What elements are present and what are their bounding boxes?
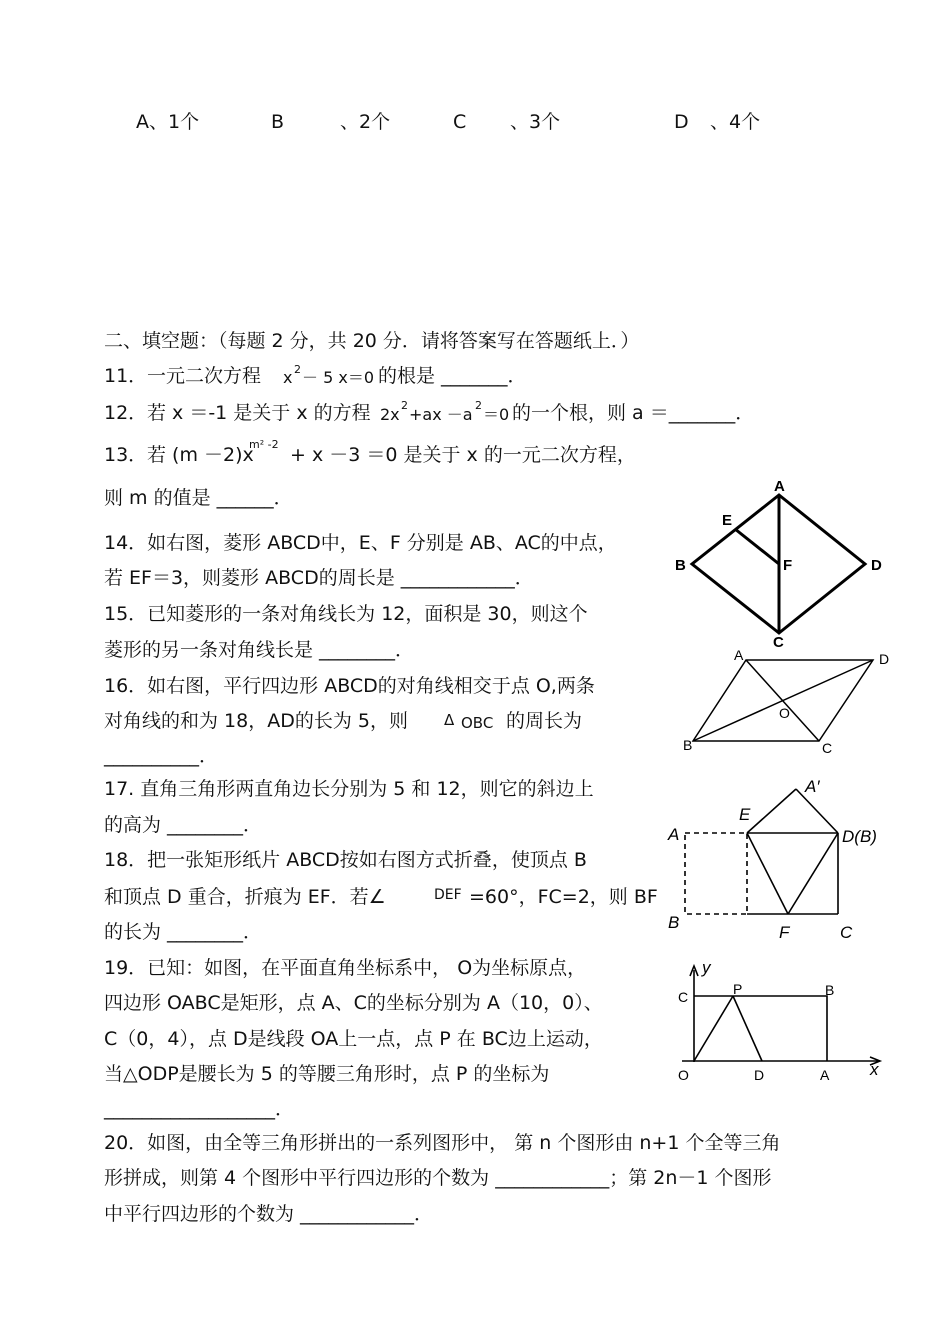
fig2-label-o: O [779, 705, 790, 721]
option-b-text: 、2个 [340, 111, 391, 133]
option-d-text: 、4个 [710, 111, 761, 133]
section-header: 二、填空题：（每题 2 分，共 20 分．请将答案写在答题纸上．） [104, 330, 640, 352]
q11-eq-x: x [283, 368, 293, 387]
option-d-letter: D [674, 111, 689, 133]
fig4-label-b: B [825, 982, 835, 998]
q20-line2: 形拼成，则第 4 个图形中平行四边形的个数为 ____________；第 2n－1 个图形 [104, 1167, 772, 1189]
fig1-label-f: F [783, 557, 793, 574]
option-a: A、1个 [136, 111, 200, 133]
option-b-letter: B [271, 111, 285, 133]
q16-line3: __________． [104, 745, 219, 767]
q15-line1: 15．已知菱形的一条对角线长为 12，面积是 30，则这个 [104, 603, 588, 625]
q12-text-a: 若 x ＝-1 是关于 x 的方程 [147, 402, 371, 424]
q14-line1: 14．如右图，菱形 ABCD中，E、F 分别是 AB、AC的中点， [104, 532, 617, 554]
fig3-label-f: F [779, 923, 790, 942]
fig3-label-b: B [668, 913, 680, 932]
q16-line1: 16．如右图，平行四边形 ABCD的对角线相交于点 O,两条 [104, 675, 595, 697]
fig4-label-o: O [678, 1067, 689, 1083]
q18-line2a: 和顶点 D 重合，折痕为 EF．若∠ [104, 886, 386, 908]
q17-line2: 的高为 ________． [104, 814, 263, 836]
q18-line1: 18．把一张矩形纸片 ABCD按如右图方式折叠，使顶点 B [104, 849, 587, 871]
q18-line2c: =60°，FC=2，则 BF [469, 886, 658, 908]
fig4-label-d: D [754, 1067, 765, 1083]
fig2-label-c: C [822, 740, 833, 756]
q13-text-a: 若 (m －2)x [147, 444, 254, 466]
fig1-label-c: C [773, 634, 784, 650]
q13-line2: 则 m 的值是 ______． [104, 487, 293, 509]
q12-number: 12． [104, 402, 148, 424]
fig3-label-db: D(B) [842, 827, 877, 846]
q17-line1: 17. 直角三角形两直角边长分别为 5 和 12，则它的斜边上 [104, 778, 594, 800]
option-c-text: 、3个 [510, 111, 561, 133]
q11-number: 11． [104, 365, 148, 387]
q12-eq-c: ＝0 [483, 405, 510, 424]
q12-eq-a: 2x [380, 405, 400, 424]
q11-eq-sup: 2 [294, 363, 301, 376]
q20-line3: 中平行四边形的个数为 ____________． [104, 1203, 434, 1225]
q16-obc: OBC [461, 714, 494, 732]
fig4-label-a: A [820, 1067, 830, 1083]
q11-text-b: 的根是 _______． [378, 365, 527, 387]
parallelogram-figure [675, 645, 900, 760]
q19-line1: 19．已知：如图，在平面直角坐标系中， O为坐标原点， [104, 957, 587, 979]
q12-eq-sup1: 2 [401, 399, 408, 412]
fig2-label-d: D [879, 651, 890, 667]
coordinate-figure [670, 958, 892, 1088]
q12-eq-sup2: 2 [475, 399, 482, 412]
triangle-symbol: Δ [444, 711, 455, 729]
q12-eq-b: +ax －a [409, 405, 473, 424]
q18-angle-name: DEF [434, 887, 462, 903]
q16-line2b: 的周长为 [506, 710, 583, 732]
fig3-label-e: E [739, 805, 751, 824]
q16-line2a: 对角线的和为 18，AD的长为 5，则 [104, 710, 408, 732]
fig4-y-axis-label: y [702, 958, 711, 977]
q20-line1: 20．如图，由全等三角形拼出的一系列图形中， 第 n 个图形由 n+1 个全等三角 [104, 1132, 781, 1154]
rhombus-figure [660, 475, 900, 650]
q19-line5: __________________． [104, 1098, 295, 1120]
fig4-label-c: C [678, 989, 689, 1005]
fig3-label-a: A [668, 825, 680, 844]
fig3-label-c: C [840, 923, 853, 942]
q18-line3: 的长为 ________． [104, 921, 263, 943]
q19-line3: C（0，4），点 D是线段 OA上一点，点 P 在 BC边上运动， [104, 1028, 603, 1050]
option-c-letter: C [453, 111, 467, 133]
fig1-label-b: B [675, 557, 686, 574]
q15-line2: 菱形的另一条对角线长是 ________． [104, 639, 415, 661]
q13-number: 13． [104, 444, 148, 466]
q19-line4: 当△ODP是腰长为 5 的等腰三角形时，点 P 的坐标为 [104, 1063, 550, 1085]
q11-text-a: 一元二次方程 [147, 365, 262, 387]
fig1-label-e: E [722, 512, 733, 529]
fig2-label-b: B [683, 737, 693, 753]
q11-eq-rest: － 5 x＝0 [302, 368, 375, 387]
fig3-label-a-prime: A′ [805, 777, 820, 796]
fig1-label-d: D [871, 557, 882, 574]
q14-line2: 若 EF＝3，则菱形 ABCD的周长是 ____________． [104, 567, 534, 589]
q12-text-b: 的一个根，则 a ＝_______． [512, 402, 755, 424]
q19-line2: 四边形 OABC是矩形，点 A、C的坐标分别为 A（10，0）、 [104, 992, 603, 1014]
fig4-label-p: P [733, 981, 743, 997]
fig4-x-axis-label: x [870, 1060, 879, 1079]
folding-figure [660, 775, 900, 945]
q13-text-b: + x －3 ＝0 是关于 x 的一元二次方程， [290, 444, 636, 466]
q13-exponent: m² -2 [249, 438, 279, 451]
fig2-label-a: A [734, 647, 744, 663]
fig1-label-a: A [774, 478, 785, 495]
